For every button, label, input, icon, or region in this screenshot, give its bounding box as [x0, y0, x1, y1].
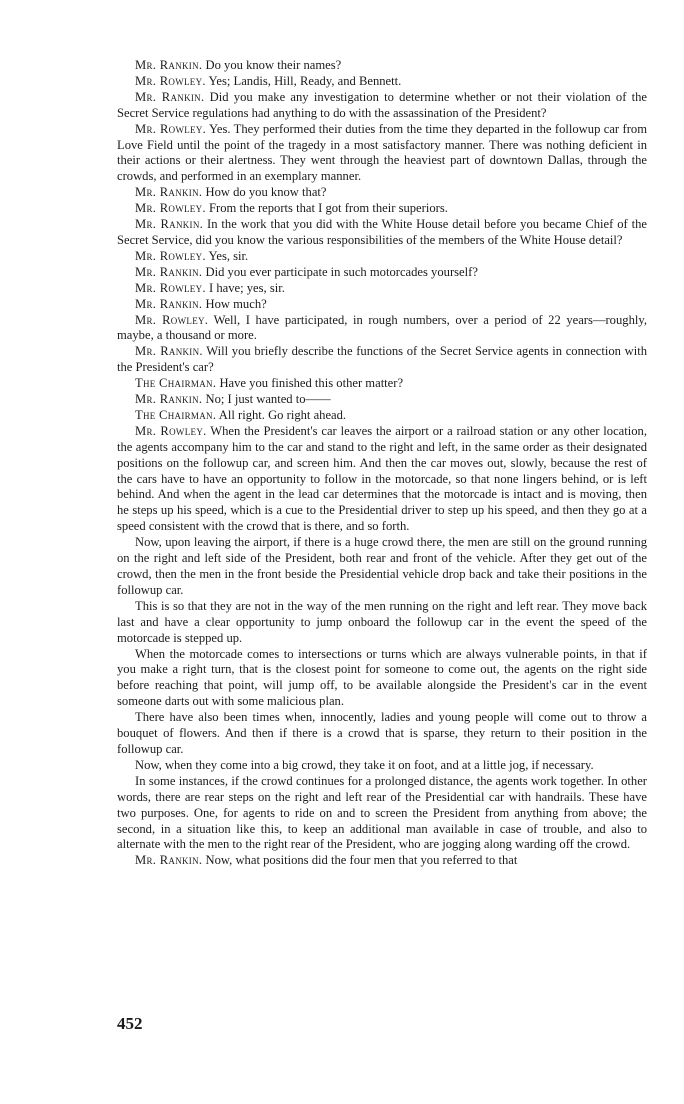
paragraph-text: Do you know their names? [205, 58, 342, 72]
paragraph-text: Now, when they come into a big crowd, they take it on foot, and at a little jog, if necessary. [135, 757, 594, 772]
paragraph-text: This is so that they are not in the way of the men running on the right and left rear. They move back last and have a clear opportunity to jump onboard the followup car in the event the speed of the motorcade is stepped up. [117, 598, 647, 645]
paragraph [117, 201, 647, 217]
paragraph [117, 392, 647, 408]
speaker-label: Mr. Rowley. [135, 248, 206, 263]
transcript-body [117, 58, 647, 869]
speaker-label: Mr. Rankin. [135, 344, 203, 359]
speaker-label: Mr. Rankin. [135, 853, 203, 868]
paragraph-text: When the motorcade comes to intersections or turns which are always vulnerable points, in that if you make a right turn, that is the closest point for someone to come out, the agents on the right side before reaching that point, will jump off, to be available alongside the President's car in the event someone darts out with some malicious plan. [117, 646, 647, 709]
paragraph [117, 58, 647, 74]
paragraph-text: I have; yes, sir. [209, 280, 285, 295]
speaker-label: Mr. Rowley. [135, 201, 206, 216]
speaker-label: Mr. Rankin. [135, 264, 203, 279]
page-number: 452 [117, 1014, 143, 1033]
paragraph [117, 710, 647, 758]
paragraph [117, 535, 647, 599]
paragraph-text: Yes, sir. [208, 248, 249, 263]
paragraph-text: Have you finished this other matter? [219, 376, 404, 391]
paragraph-text: In the work that you did with the White House detail before you became Chief of the Secret Service, did you know the various responsibilities of the members of the White House detail? [117, 217, 648, 247]
speaker-label: Mr. Rowley. [135, 280, 206, 295]
paragraph [117, 408, 647, 424]
paragraph-text: Well, I have participated, in rough numbers, over a period of 22 years—roughly, maybe, a thousand or more. [117, 312, 647, 343]
paragraph-text: Did you make any investigation to determine whether or not their violation of the Secret Service regulations had anything to do with the assassination of the President? [117, 89, 647, 120]
speaker-label: Mr. Rankin. [135, 58, 203, 72]
speaker-label: The Chairman. [135, 407, 217, 422]
paragraph-text: How much? [205, 296, 267, 311]
paragraph [117, 774, 647, 854]
speaker-label: Mr. Rankin. [135, 185, 203, 200]
paragraph-text: Will you briefly describe the functions of the Secret Service agents in connection with the President's car? [117, 344, 648, 375]
speaker-label: Mr. Rankin. [135, 392, 203, 407]
paragraph [117, 249, 647, 265]
paragraph [117, 90, 647, 122]
paragraph [117, 217, 647, 249]
paragraph-text: Now, upon leaving the airport, if there is a huge crowd there, the men are still on the ground running on the right and left side of the President, both rear and front of the vehicle. After they get out of the crowd, then the men in the front beside the Presidential vehicle drop back and take their positions in the followup car. [117, 535, 647, 597]
speaker-label: Mr. Rowley. [135, 423, 207, 438]
paragraph-text: When the President's car leaves the airport or a railroad station or any other location, the agents accompany him to the car and stand to the right and left, in the same order as their designated positions on the followup car, and screen him. And then the car moves out, slowly, because the rest of the cars have to have an opportunity to follow in the motorcade, so that none lingers behind, or is left behind. And when the agent in the lead car determines that the motorcade is intact and is moving, then he steps up his speed, which is a cue to the Presidential driver to step up his speed, and then they go at a speed consistent with the crowd that is there, and so forth. [117, 423, 647, 534]
speaker-label: Mr. Rankin. [135, 217, 204, 232]
paragraph [117, 424, 647, 535]
paragraph [117, 344, 647, 376]
paragraph-text: Now, what positions did the four men that you referred to that [205, 853, 518, 868]
paragraph-text: All right. Go right ahead. [218, 407, 347, 422]
paragraph [117, 74, 647, 90]
paragraph [117, 185, 647, 201]
paragraph-text: Yes; Landis, Hill, Ready, and Bennett. [208, 73, 402, 88]
paragraph-text: How do you know that? [205, 185, 327, 200]
paragraph-text: Did you ever participate in such motorcades yourself? [205, 264, 478, 279]
paragraph [117, 758, 647, 774]
speaker-label: Mr. Rowley. [135, 73, 206, 88]
paragraph [117, 853, 647, 869]
paragraph-text: No; I just wanted to—— [205, 392, 331, 407]
paragraph-text: In some instances, if the crowd continues for a prolonged distance, the agents work together. In other words, there are rear steps on the right and left rear of the Presidential car with handrails. These have two purposes. One, for agents to ride on and to screen the President from anything from above; the second, in a situation like this, to keep an additional man available in case of trouble, and also to alternate with the men to the right rear of the President, who are jogging along warding off the crowd. [117, 773, 647, 852]
paragraph [117, 265, 647, 281]
speaker-label: Mr. Rankin. [135, 89, 205, 104]
paragraph [117, 647, 647, 711]
paragraph [117, 599, 647, 647]
paragraph [117, 122, 647, 186]
paragraph-text: From the reports that I got from their superiors. [209, 201, 448, 216]
paragraph [117, 297, 647, 313]
paragraph [117, 281, 647, 297]
paragraph [117, 376, 647, 392]
speaker-label: Mr. Rankin. [135, 296, 203, 311]
speaker-label: Mr. Rowley. [135, 312, 209, 327]
paragraph-text: There have also been times when, innocently, ladies and young people will come out to throw a bouquet of flowers. And then if there is a crowd that is sparse, they return to their position in the followup car. [117, 710, 647, 756]
paragraph [117, 313, 647, 345]
paragraph-text: Yes. They performed their duties from the time they departed in the followup car from Love Field until the point of the tragedy in a most satisfactory manner. There was nothing deficient in their actions or their alertness. They went through the heaviest part of downtown Dallas, through the crowds, and performed in an exemplary manner. [117, 121, 647, 184]
speaker-label: The Chairman. [135, 376, 217, 391]
speaker-label: Mr. Rowley. [135, 121, 207, 136]
